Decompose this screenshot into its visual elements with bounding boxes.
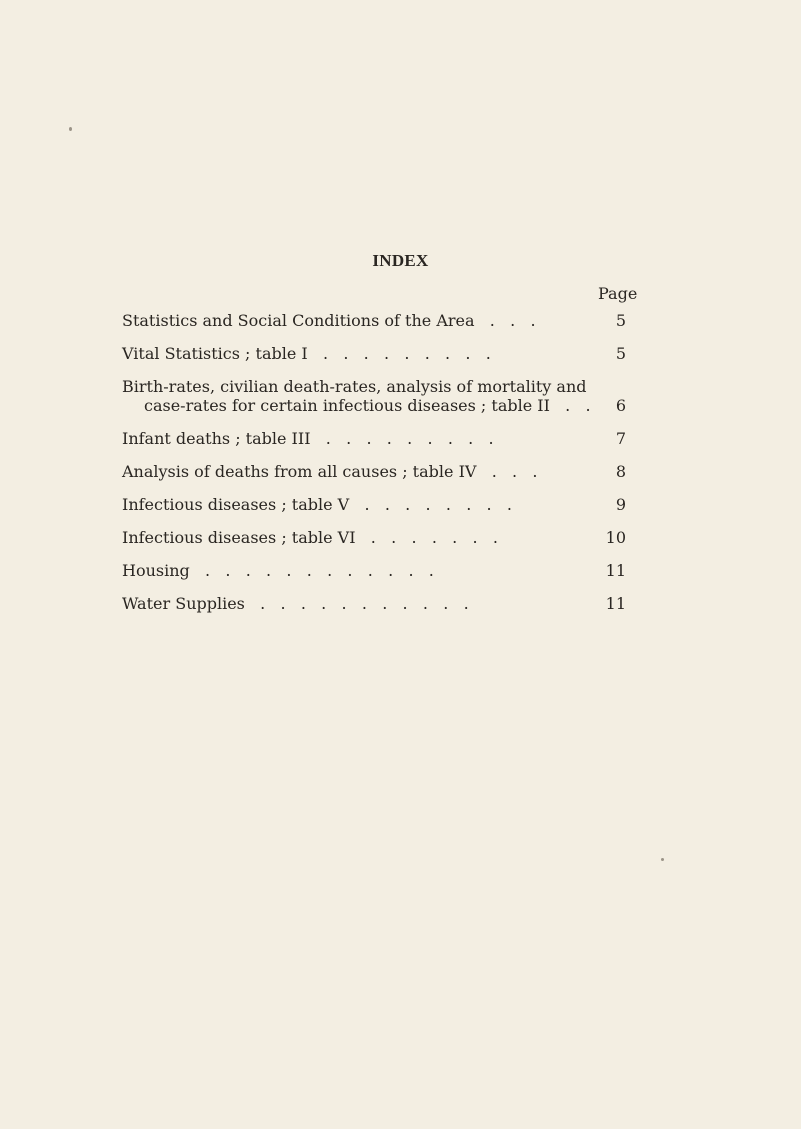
index-entry (122, 561, 626, 580)
entry-text: Statistics and Social Conditions of the Area . . . (122, 311, 536, 330)
entry-text: Infectious diseases ; table V . . . . . . . . (122, 495, 512, 514)
entry-page-number: 7 (615, 429, 626, 448)
entry-page-number: 9 (615, 495, 626, 514)
entry-page-number: 11 (605, 594, 626, 613)
index-entry (122, 344, 626, 363)
paper-speck (661, 858, 664, 861)
entry-text: Housing . . . . . . . . . . . . (122, 561, 434, 580)
page-column-header: Page (598, 284, 638, 303)
entry-text: Infant deaths ; table III . . . . . . . . . (122, 429, 494, 448)
index-entry (122, 429, 626, 448)
entry-page-number: 11 (605, 561, 626, 580)
entry-text: Infectious diseases ; table VI . . . . . . . (122, 528, 498, 547)
entry-text-continuation: case-rates for certain infectious diseases ; table II . . (144, 396, 591, 415)
index-entry (122, 462, 626, 481)
entry-text: Analysis of deaths from all causes ; table IV . . . (122, 462, 538, 481)
entry-text: Vital Statistics ; table I . . . . . . . . . (122, 344, 491, 363)
entry-page-number: 5 (615, 344, 626, 363)
entry-page-number: 5 (615, 311, 626, 330)
index-title: INDEX (372, 251, 429, 270)
index-entry (122, 311, 626, 330)
entry-page-number: 8 (615, 462, 626, 481)
index-entry (122, 495, 626, 514)
entry-text: Birth-rates, civilian death-rates, analysis of mortality and (122, 377, 587, 396)
index-entry (122, 594, 626, 613)
paper-speck (69, 127, 72, 131)
entry-page-number: 6 (615, 396, 626, 415)
entry-text: Water Supplies . . . . . . . . . . . (122, 594, 469, 613)
index-entry (122, 377, 626, 415)
index-entry (122, 528, 626, 547)
entry-page-number: 10 (605, 528, 626, 547)
